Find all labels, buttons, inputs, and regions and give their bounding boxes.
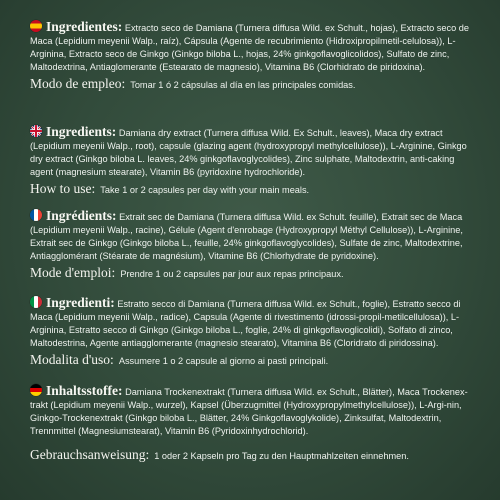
ingredients-text: Damiana Trockenextrakt (Turnera diffusa Wild. ex Schult., Blätter), Maca Trockenex-trakt (Lepidium meyenii Walp., wurzel), Kapsel (Überzugmittel (Hydroxypropylmethylcellulose)), L-Argi-nin, Ginkgo-Trockenextrakt (Ginkgo biloba L., Blätter, 24% Ginkgoflavoglykolide), Zinksulfat, Maltodextrin, Trennmittel (Magnesiumstearat), Vitamin B6 (Pyridoxinhydrochlorid). bbox=[30, 387, 468, 436]
section-title: Inhaltsstoffe: bbox=[46, 383, 123, 398]
ingredients-paragraph bbox=[30, 125, 478, 179]
section-english bbox=[30, 125, 478, 198]
usage-text: 1 oder 2 Kapseln pro Tag zu den Hauptmahlzeiten einnehmen. bbox=[154, 450, 409, 461]
section-title: Ingrédients: bbox=[46, 208, 117, 223]
section-french bbox=[30, 209, 478, 282]
ingredients-paragraph bbox=[30, 209, 478, 263]
france-flag-icon bbox=[30, 209, 42, 221]
usage-line bbox=[30, 180, 478, 198]
section-german bbox=[30, 384, 478, 464]
section-title: Ingredients: bbox=[46, 124, 117, 139]
ingredients-paragraph bbox=[30, 296, 478, 350]
usage-title: Mode d'emploi: bbox=[30, 264, 116, 280]
ingredients-text: Estratto secco di Damiana (Turnera diffusa Wild. ex Schult., foglie), Estratto secco di Maca (Lepidium meyenii Walp., radice), Capsula (Agente di rivestimento (idrossi-propil-metilcellulosa)), L-Arginina, Estratto secco di Ginkgo (Ginkgo biloba L., foglie, 24% di ginkgoflavoglicolidi), Solfato di zinco, Maltodestrina, Agente antiagglomerante (magnesio stearato), Vitamina B6 (Cloridrato di piridossina). bbox=[30, 299, 461, 348]
usage-title: Gebrauchsanweisung: bbox=[30, 446, 150, 462]
usage-line bbox=[30, 351, 478, 369]
usage-text: Tomar 1 ó 2 cápsulas al día en las principales comidas. bbox=[130, 79, 356, 90]
ingredients-paragraph bbox=[30, 384, 478, 438]
usage-text: Assumere 1 o 2 capsule al giorno ai pasti principali. bbox=[118, 355, 329, 366]
ingredients-text: Damiana dry extract (Turnera diffusa Wild. Ex Schult., leaves), Maca dry extract (Lepidium meyenii Walp., root), capsule (glazing agent (hydroxypropyl methylcellulose)), L-Arginine, Ginkgo dry extract (Ginkgo biloba L. leaves, 24% ginkgoflavoglycolides), Zinc sulphate, Maltodextrin, anti-caking agent (magnesium stearate), Vitamin B6 (pyridoxine hydrochloride). bbox=[30, 128, 467, 177]
section-title: Ingredienti: bbox=[46, 295, 115, 310]
section-italian bbox=[30, 296, 478, 369]
italy-flag-icon bbox=[30, 296, 42, 308]
section-spanish bbox=[30, 20, 478, 93]
usage-line bbox=[30, 264, 478, 282]
ingredients-text: Extracto seco de Damiana (Turnera diffusa Wild. ex Schult., hojas), Extracto seco de Maca (Lepidium meyenii Walp., raíz), Cápsula (Agente de recubrimiento (Hidroxipropilmetil-celulosa)), L-Arginina, Extracto seco de Ginkgo (Ginkgo biloba L., hojas, 24% ginkgoflavoglicolidos), Sulfato de zinc, Maltodextrina, Antiaglomerante (Estearato de magnesio), Vitamina B6 (Clorhidrato de piridoxina). bbox=[30, 23, 469, 72]
usage-title: Modalita d'uso: bbox=[30, 351, 114, 367]
usage-title: Modo de empleo: bbox=[30, 75, 126, 91]
germany-flag-icon bbox=[30, 384, 42, 396]
usage-text: Take 1 or 2 capsules per day with your main meals. bbox=[100, 184, 310, 195]
spain-flag-icon bbox=[30, 20, 42, 32]
ingredients-paragraph bbox=[30, 20, 478, 74]
ingredients-text: Extrait sec de Damiana (Turnera diffusa Wild. ex Schult. feuille), Extrait sec de Maca (Lepidium meyenii Walp., racine), Gélule (Agent d'enrobage (Hydroxypropyl Méthyl Cellulose)), L-Arginine, Extrait sec de Ginkgo (Ginkgo biloba L., feuille, 24% ginkgoflavoglycolides), Sulfate de zinc, Maltodextrine, Antiagglomérant (Stéarate de magnésium), Vitamine B6 (Chlorhydrate de pyridoxine). bbox=[30, 212, 463, 261]
usage-line bbox=[30, 75, 478, 93]
section-title: Ingredientes: bbox=[46, 19, 123, 34]
usage-text: Prendre 1 ou 2 capsules par jour aux repas principaux. bbox=[120, 268, 344, 279]
usage-title: How to use: bbox=[30, 180, 96, 196]
uk-flag-icon bbox=[30, 125, 42, 137]
usage-line bbox=[30, 446, 478, 464]
